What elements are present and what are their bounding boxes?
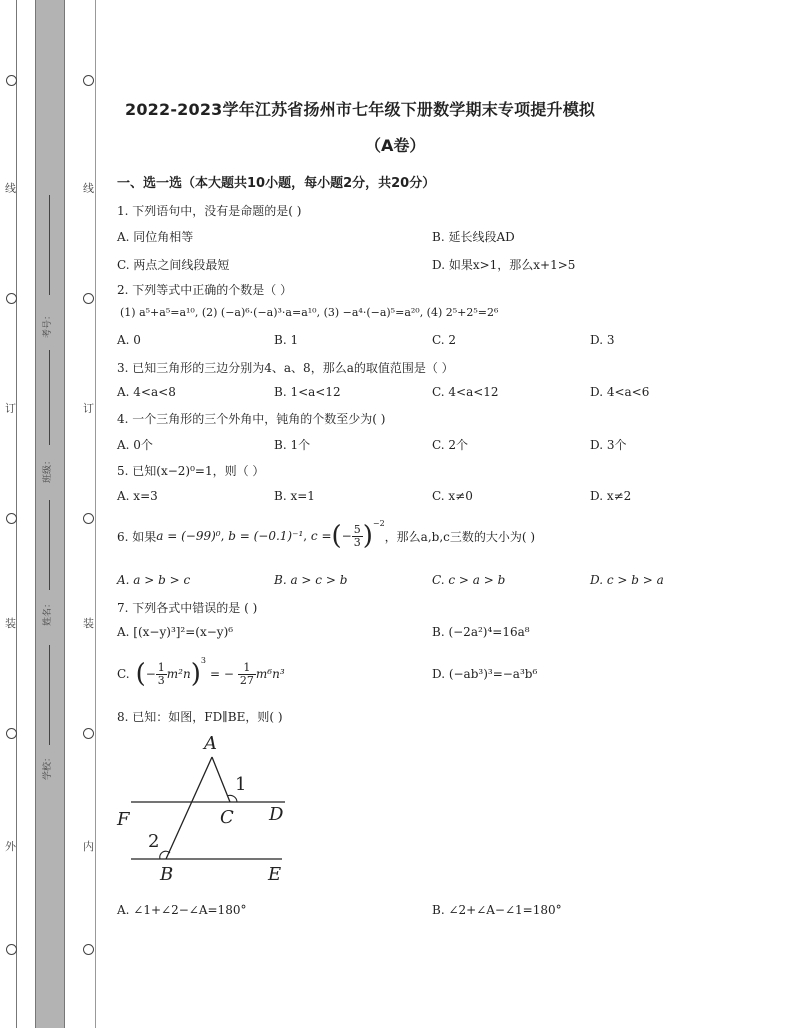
margin-char-outer: 订 xyxy=(5,402,16,415)
q7-c-mid: = − xyxy=(209,667,234,681)
q4-option-d[interactable]: D. 3个 xyxy=(590,438,627,452)
point-b-label: B xyxy=(160,864,174,885)
field-label-class: 班级： xyxy=(43,455,54,484)
page-title: 2022-2023学年江苏省扬州市七年级下册数学期末专项提升模拟 xyxy=(125,100,596,119)
margin-char-inner: 装 xyxy=(83,617,94,630)
field-label-school: 学校： xyxy=(43,752,54,781)
margin-char-outer: 外 xyxy=(5,840,16,853)
question-4-stem: 4. 一个三角形的三个外角中，钝角的个数至少为( ) xyxy=(117,412,386,426)
q4-option-c[interactable]: C. 2个 xyxy=(432,438,469,452)
q7-minus: − xyxy=(145,667,156,681)
question-8-stem: 8. 已知：如图，FD∥BE，则( ) xyxy=(117,710,283,724)
q1-option-b[interactable]: B. 延长线段AD xyxy=(432,230,515,244)
q6-option-b[interactable]: B. a > c > b xyxy=(274,573,348,587)
q7-c-num1: 1 xyxy=(157,660,165,674)
point-f-label: F xyxy=(117,809,130,830)
question-7-stem: 7. 下列各式中错误的是 ( ) xyxy=(117,601,258,615)
angle-2-label: 2 xyxy=(148,831,160,852)
q2-option-d[interactable]: D. 3 xyxy=(590,333,615,347)
paren-close-icon: ) xyxy=(190,659,201,689)
point-d-label: D xyxy=(269,804,284,825)
q6-c-denominator: 3 xyxy=(353,535,361,549)
q5-option-c[interactable]: C. x≠0 xyxy=(432,489,473,503)
q7-option-d[interactable]: D. (−ab³)³=−a³b⁶ xyxy=(432,667,538,681)
q7-c-num2: 1 xyxy=(238,662,256,675)
q8-option-b[interactable]: B. ∠2+∠A−∠1=180° xyxy=(432,903,562,917)
margin-char-inner: 线 xyxy=(83,182,94,195)
q4-option-a[interactable]: A. 0个 xyxy=(117,438,153,452)
point-e-label: E xyxy=(268,864,282,885)
q6-option-c[interactable]: C. c > a > b xyxy=(432,573,506,587)
q7-option-a[interactable]: A. [(x−y)³]²=(x−y)⁶ xyxy=(117,625,234,639)
q7-c-exponent: 3 xyxy=(200,656,206,665)
q6-minus: − xyxy=(341,529,352,543)
margin-char-inner: 内 xyxy=(83,840,94,853)
q2-expressions: (1) a⁵+a⁵=a¹⁰, (2) (−a)⁶·(−a)³·a=a¹⁰, (3) −a⁴·(−a)⁵=a²⁰, (4) 2⁵+2⁵=2⁶ xyxy=(120,306,499,319)
q6-b-expr: b = (−0.1)⁻¹ xyxy=(228,529,304,543)
q6-c-lhs: c = xyxy=(310,529,332,543)
paren-open-icon: ( xyxy=(135,659,146,689)
q5-option-a[interactable]: A. x=3 xyxy=(117,489,158,503)
q1-option-a[interactable]: A. 同位角相等 xyxy=(117,230,194,244)
q6-comma: , xyxy=(303,529,311,543)
q1-option-d[interactable]: D. 如果x>1，那么x+1>5 xyxy=(432,258,576,272)
q7-c-var: m²n xyxy=(166,667,191,681)
q6-stem-suffix: ，那么a,b,c三数的大小为( ) xyxy=(384,529,536,544)
angle-1-label: 1 xyxy=(235,774,247,795)
question-1-stem: 1. 下列语句中，没有是命题的是( ) xyxy=(117,204,302,218)
q7-c-den2: 27 xyxy=(239,673,254,687)
paren-open-icon: ( xyxy=(331,521,342,551)
q6-option-d[interactable]: D. c > b > a xyxy=(590,573,664,587)
q7-option-b[interactable]: B. (−2a²)⁴=16a⁸ xyxy=(432,625,530,639)
segment-ac xyxy=(212,757,230,802)
q6-option-a[interactable]: A. a > b > c xyxy=(117,573,191,587)
page-subtitle: （A卷） xyxy=(365,136,426,155)
q2-option-a[interactable]: A. 0 xyxy=(117,333,141,347)
field-label-exam-number: 考号： xyxy=(43,310,54,339)
q7-c-den1: 3 xyxy=(157,673,165,687)
q6-a-expr: a = (−99)⁰ xyxy=(156,529,221,543)
q7-c-label: C. xyxy=(117,667,130,681)
q6-comma: , xyxy=(220,529,229,543)
q7-c-rhs: m⁶n³ xyxy=(255,667,285,681)
question-3-stem: 3. 已知三角形的三边分别为4、a、8，那么a的取值范围是（ ） xyxy=(117,361,454,375)
field-label-name: 姓名： xyxy=(43,598,54,627)
q3-option-b[interactable]: B. 1<a<12 xyxy=(274,385,341,399)
point-c-label: C xyxy=(220,807,234,828)
margin-char-outer: 线 xyxy=(5,182,16,195)
segment-ab xyxy=(166,757,212,859)
q8-option-a[interactable]: A. ∠1+∠2−∠A=180° xyxy=(117,903,247,917)
q2-option-b[interactable]: B. 1 xyxy=(274,333,299,347)
paren-close-icon: ) xyxy=(362,521,373,551)
point-a-label: A xyxy=(204,733,217,754)
q6-c-numerator: 5 xyxy=(353,522,361,536)
question-5-stem: 5. 已知(x−2)⁰=1，则（ ） xyxy=(117,464,265,478)
q3-option-c[interactable]: C. 4<a<12 xyxy=(432,385,499,399)
section-heading: 一、选一选（本大题共10小题，每小题2分，共20分） xyxy=(117,176,436,191)
q3-option-a[interactable]: A. 4<a<8 xyxy=(117,385,176,399)
q2-option-c[interactable]: C. 2 xyxy=(432,333,457,347)
q3-option-d[interactable]: D. 4<a<6 xyxy=(590,385,650,399)
q5-option-d[interactable]: D. x≠2 xyxy=(590,489,632,503)
q6-stem-prefix: 6. 如果 xyxy=(117,529,157,544)
margin-char-outer: 装 xyxy=(5,617,16,630)
question-2-stem: 2. 下列等式中正确的个数是（ ） xyxy=(117,283,293,297)
q6-c-exponent: −2 xyxy=(372,519,385,528)
q4-option-b[interactable]: B. 1个 xyxy=(274,438,311,452)
q5-option-b[interactable]: B. x=1 xyxy=(274,489,315,503)
q1-option-c[interactable]: C. 两点之间线段最短 xyxy=(117,258,230,272)
margin-char-inner: 订 xyxy=(83,402,94,415)
